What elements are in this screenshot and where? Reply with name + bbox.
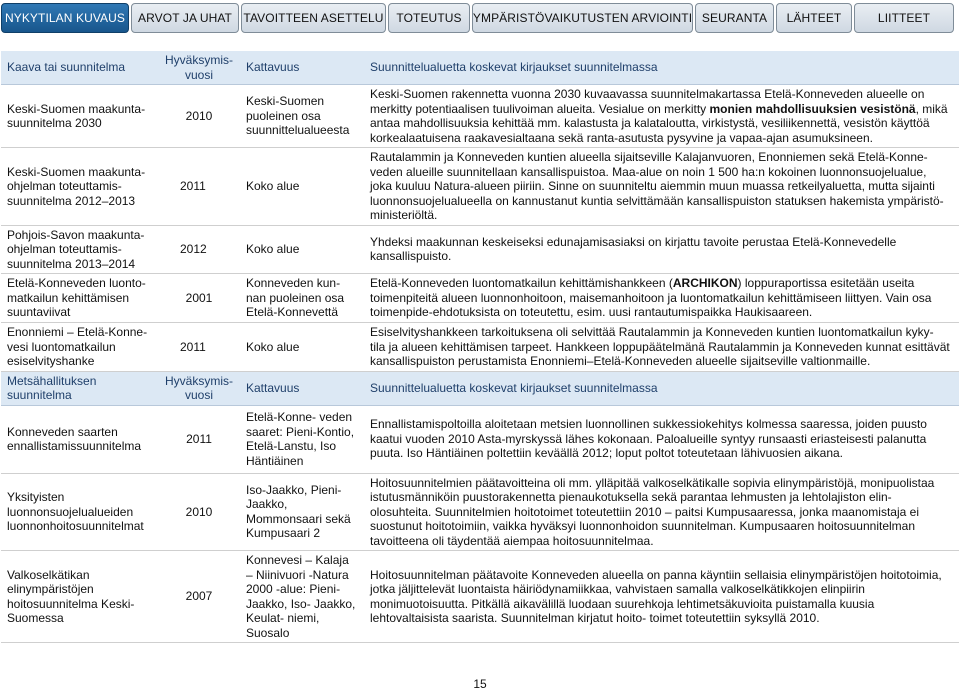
notes-cell: Hoitosuunnitelman päätavoite Konneveden alueella on panna käyntiin sellaisia elinympäristöjen hoitotoimia, jotka jäljittelevät luontaista häiriödynamiikkaa, vahvistaen samalla valkoselkätikkojen elinpiirin monimuotoisuutta. Pitkällä aikavälillä luodaan suurehkoja lehtimetsäkuvioita puistamalla kuusia lehtovaltaisista saarista. Suunnitelman kirjatut hoito- toimet toteutettiin syksyllä 2010. <box>362 551 959 643</box>
notes-cell <box>362 274 959 323</box>
year-cell: 2010 <box>158 85 240 148</box>
table-row <box>1 323 959 372</box>
notes-cell: Esiselvityshankkeen tarkoituksena oli selvittää Rautalammin ja Konneveden kuntien luontomatkailun kyky- tila ja alueen kehittämisen tarpeet. Hankkeen loppupäätelmänä Rautalammin ja Konneveden kunnat esittävät kansallispuiston perustamista Enonniemi–Etelä-Konneveden alueelle sijaitseville valtionmaille. <box>362 323 959 372</box>
plan-cell: Enonniemi – Etelä-Konne- vesi luontomatkailun esiselvityshanke <box>1 323 158 372</box>
table-row <box>1 85 959 148</box>
table-row <box>1 148 959 226</box>
coverage-cell: Iso-Jaakko, Pieni-Jaakko, Mommonsaari sekä Kumpusaari 2 <box>240 473 362 551</box>
coverage-cell: Konneveden kun- nan puoleinen osa Etelä-Konnevettä <box>240 274 362 323</box>
year-cell: 2007 <box>158 551 240 643</box>
year-cell: 2011 <box>158 405 240 473</box>
nav-tab-seuranta[interactable]: SEURANTA <box>695 3 774 33</box>
nav-tab-liitteet[interactable]: LIITTEET <box>854 3 954 33</box>
table-header-row <box>1 371 959 405</box>
nav-tab-nykytilan-kuvaus[interactable]: NYKYTILAN KUVAUS <box>1 3 129 33</box>
plan-cell: Yksityisten luonnonsuojelualueiden luonnonhoitosuunnitelmat <box>1 473 158 551</box>
header-year: Hyväksymis- vuosi <box>158 371 240 405</box>
header-notes: Suunnittelualuetta koskevat kirjaukset suunnitelmassa <box>362 51 959 85</box>
coverage-cell: Keski-Suomen puoleinen osa suunnittelualueesta <box>240 85 362 148</box>
page-number: 15 <box>473 677 487 689</box>
notes-emphasis: ARCHIKON <box>672 276 738 291</box>
notes-text: ) loppuraportissa esitetään useita toimenpiteitä alueen luonnonhoitoon, maisemanhoitoon ja luontomatkailun kehittämiseen liittyen. Vain osa toimenpide-ehdotuksista on toteutettu, esim. uusi rantautumispaikka Haukisaareen. <box>370 276 932 320</box>
notes-text: , mikä antaa mahdollisuuksia kehittää mm. kalastusta ja kalataloutta, virkistystä, vesiliikennettä, vesistön käyttöä korkealaatuisena raakavesialtaana sekä ranta-asutusta pysyvine ja vapaa-ajan asumuksineen. <box>370 101 948 145</box>
notes-cell <box>362 85 959 148</box>
table-row <box>1 274 959 323</box>
notes-cell: Yhdeksi maakunnan keskeiseksi edunajamisasiaksi on kirjattu tavoite perustaa Etelä-Konnevedelle kansallispuisto. <box>362 225 959 274</box>
notes-text: Etelä-Konneveden luontomatkailun kehittämishankkeen ( <box>370 276 673 291</box>
plan-cell: Konneveden saarten ennallistamissuunnitelma <box>1 405 158 473</box>
year-cell: 2011 <box>158 148 240 226</box>
year-cell: 2010 <box>158 473 240 551</box>
coverage-cell: Koko alue <box>240 323 362 372</box>
coverage-cell: Koko alue <box>240 148 362 226</box>
coverage-cell: Koko alue <box>240 225 362 274</box>
table-row <box>1 225 959 274</box>
plan-cell: Keski-Suomen maakunta- suunnitelma 2030 <box>1 85 158 148</box>
notes-cell: Ennallistamispoltoilla aloitetaan metsien luonnollinen sukkessiokehitys kolmessa saaressa, joiden puusto kaatui vuoden 2010 Asta-myrskyssä lähes kokonaan. Paloalueille syntyy runsaasti eriasteisesti palanutta puuta. Iso Häntiäinen poltettiin keväällä 2012; loput poltot toteutetaan lähivuosien aikana. <box>362 405 959 473</box>
year-cell: 2011 <box>158 323 240 372</box>
header-notes: Suunnittelualuetta koskevat kirjaukset suunnitelmassa <box>362 371 959 405</box>
table-row <box>1 473 959 551</box>
header-coverage: Kattavuus <box>240 51 362 85</box>
year-cell: 2001 <box>158 274 240 323</box>
plan-cell: Pohjois-Savon maakunta- ohjelman toteuttamis- suunnitelma 2013–2014 <box>1 225 158 274</box>
header-plan: Kaava tai suunnitelma <box>1 51 158 85</box>
table-header-row <box>1 51 959 85</box>
header-plan: Metsähallituksen suunnitelma <box>1 371 158 405</box>
top-navigation <box>0 2 960 34</box>
table-row <box>1 551 959 643</box>
header-coverage: Kattavuus <box>240 371 362 405</box>
nav-tab-toteutus[interactable]: TOTEUTUS <box>388 3 470 33</box>
notes-emphasis: monien mahdollisuuksien vesistönä <box>709 101 916 116</box>
notes-cell: Rautalammin ja Konneveden kuntien alueella sijaitseville Kalajanvuoren, Enonniemen sekä Etelä-Konne- veden alueille suunnitellaan kansallispuistoa. Maa-alue on noin 1 500 ha:n kokoinen luonnonsuojelualue, joka kuuluu Natura-alueen piiriin. Sinne on suunniteltu aiemmin muun muassa retkeilyaluetta, mutta sijainti luonnonsuojelualueella on kannustanut kuntia selvittämään kansallispuiston statuksen hakemista ympäristö- ministeriöltä. <box>362 148 959 226</box>
plans-table <box>1 51 959 643</box>
plan-cell: Valkoselkätikan elinympäristöjen hoitosuunnitelma Keski-Suomessa <box>1 551 158 643</box>
notes-text: Keski-Suomen rakennetta vuonna 2030 kuvaavassa suunnitelmakartassa Etelä-Konneveden alueelle on merkitty potentiaalisen tuulivoiman alueita. Vesialue on merkitty <box>370 87 925 116</box>
nav-tab-arvot-ja-uhat[interactable]: ARVOT JA UHAT <box>131 3 239 33</box>
year-cell: 2012 <box>158 225 240 274</box>
coverage-cell: Etelä-Konne- veden saaret: Pieni-Kontio, Etelä-Lanstu, Iso Häntiäinen <box>240 405 362 473</box>
table-row <box>1 405 959 473</box>
coverage-cell: Konnevesi – Kalaja – Niinivuori -Natura 2000 -alue: Pieni-Jaakko, Iso- Jaakko, Keulat- niemi, Suosalo <box>240 551 362 643</box>
nav-tab-lahteet[interactable]: LÄHTEET <box>776 3 852 33</box>
notes-cell: Hoitosuunnitelmien päätavoitteina oli mm. ylläpitää valkoselkätikalle sopivia elinympäristöjä, monipuolistaa istutusmänniköin puustorakennetta pienaukotuksella sekä parantaa lehmusten ja lehtolajiston elin- olosuhteita. Suunnitelmien hoitotoimet toteutettiin 2010 – paitsi Kumpusaaressa, jonka maanomistaja ei suostunut hoitotoimiin, vaikka hyväksyi luonnonhoidon suunnitelman. Kumpusaaren hoitosuunnitelman tavoitteena oli täydentää aiempaa hoitosuunnitelmaa. <box>362 473 959 551</box>
nav-tab-ymparistovaikutusten-arviointi[interactable]: YMPÄRISTÖVAIKUTUSTEN ARVIOINTI <box>472 3 693 33</box>
plan-cell: Keski-Suomen maakunta- ohjelman toteuttamis- suunnitelma 2012–2013 <box>1 148 158 226</box>
nav-tab-tavoitteen-asettelu[interactable]: TAVOITTEEN ASETTELU <box>241 3 386 33</box>
plan-cell: Etelä-Konneveden luonto- matkailun kehittämisen suuntaviivat <box>1 274 158 323</box>
header-year: Hyväksymis- vuosi <box>158 51 240 85</box>
